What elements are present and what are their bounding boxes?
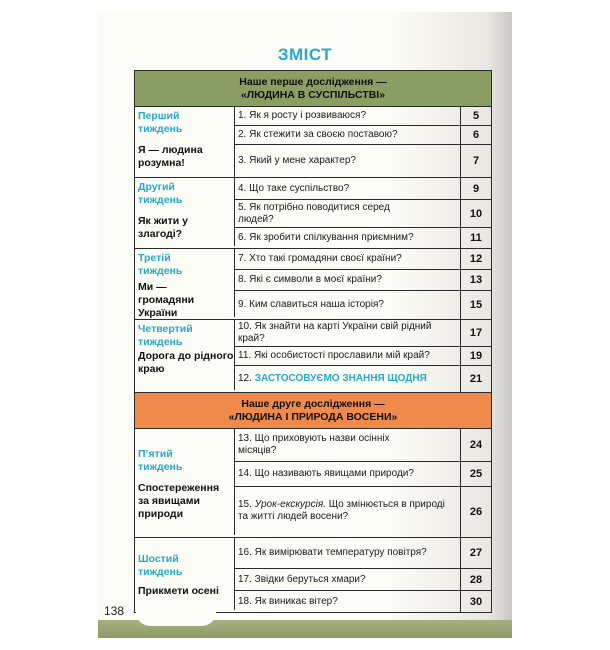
week-label bbox=[135, 320, 235, 390]
lesson-row bbox=[235, 145, 491, 177]
week-topic: Спостереження за явищами природи bbox=[138, 482, 220, 520]
lesson-row bbox=[235, 569, 491, 591]
week-label bbox=[135, 429, 235, 535]
page-title: ЗМІСТ bbox=[277, 45, 333, 64]
lesson-row bbox=[235, 200, 491, 228]
lesson-type: Урок-екскурсія. bbox=[254, 499, 326, 510]
section-header-title: «ЛЮДИНА В СУСПІЛЬСТВІ» bbox=[240, 88, 386, 101]
lesson-page: 27 bbox=[460, 538, 491, 568]
lesson-number: 15. bbox=[238, 499, 252, 510]
week-topic: Ми — громадяни України bbox=[138, 281, 195, 319]
week-name: П’ятий тиждень bbox=[138, 448, 183, 473]
lesson-page: 15 bbox=[460, 291, 491, 319]
lesson-page: 26 bbox=[460, 487, 491, 537]
section-header-line: Наше друге дослідження — bbox=[241, 397, 385, 410]
lesson-row bbox=[235, 126, 491, 145]
week-name: Третій тиждень bbox=[138, 252, 183, 277]
lesson-page: 28 bbox=[460, 569, 491, 590]
lesson-row bbox=[235, 462, 491, 487]
lesson-title-rest: Що змінюється в природі та житті людей восени? bbox=[238, 499, 445, 522]
lesson-list bbox=[235, 107, 491, 177]
week-label bbox=[135, 249, 235, 317]
lesson-title: 18. Як виникає вітер? bbox=[238, 595, 338, 607]
lesson-row bbox=[235, 107, 491, 126]
lesson-title: 8. Які є символи в моєї країни? bbox=[238, 274, 382, 285]
lesson-page: 17 bbox=[460, 320, 491, 346]
lesson-title: 4. Що таке суспільство? bbox=[238, 182, 350, 194]
lesson-title: 17. Звідки беруться хмари? bbox=[238, 573, 366, 585]
lesson-page: 10 bbox=[460, 200, 491, 227]
lesson-row bbox=[235, 291, 491, 319]
table-of-contents bbox=[134, 70, 492, 613]
lesson-title: 11. Які особистості прославили мій край? bbox=[238, 350, 430, 361]
highlight-lesson-title: ЗАСТОСОВУЄМО ЗНАННЯ ЩОДНЯ bbox=[254, 373, 427, 384]
week-block-4 bbox=[135, 320, 491, 393]
lesson-title: 6. Як зробити спілкування приємним? bbox=[238, 232, 414, 243]
week-block-1 bbox=[135, 107, 491, 178]
lesson-page: 13 bbox=[460, 270, 491, 290]
lesson-title: 2. Як стежити за своєю поставою? bbox=[238, 129, 398, 140]
lesson-page: 24 bbox=[460, 429, 491, 461]
lesson-row bbox=[235, 270, 491, 291]
lesson-page: 7 bbox=[460, 145, 491, 177]
lesson-row bbox=[235, 538, 491, 569]
section-header-line: Наше перше дослідження — bbox=[239, 75, 387, 88]
lesson-list bbox=[235, 178, 491, 248]
lesson-page: 11 bbox=[460, 228, 491, 248]
week-block-3 bbox=[135, 249, 491, 320]
lesson-page: 5 bbox=[460, 107, 491, 125]
lesson-title: 3. Який у мене характер? bbox=[238, 155, 356, 166]
week-topic: Я — людина розумна! bbox=[138, 144, 203, 169]
lesson-page: 30 bbox=[460, 591, 491, 612]
week-block-2 bbox=[135, 178, 491, 249]
week-label bbox=[135, 538, 235, 610]
lesson-page: 21 bbox=[460, 366, 491, 392]
lesson-title: 13. Що приховують назви осінніх місяців? bbox=[238, 433, 390, 456]
lesson-row bbox=[235, 178, 491, 200]
week-block-5 bbox=[135, 429, 491, 538]
lesson-title: 1. Як я росту і розвиваюся? bbox=[238, 110, 367, 121]
week-name: Перший тиждень bbox=[138, 110, 183, 135]
lesson-title bbox=[235, 366, 460, 392]
lesson-row bbox=[235, 249, 491, 270]
lesson-title: 7. Хто такі громадяни своєї країни? bbox=[238, 253, 402, 264]
lesson-page: 19 bbox=[460, 347, 491, 365]
week-name: Четвертий тиждень bbox=[138, 323, 193, 348]
lesson-row bbox=[235, 228, 491, 248]
footer-decoration bbox=[98, 620, 512, 638]
lesson-title: 14. Що називають явищами природи? bbox=[238, 468, 414, 479]
lesson-row bbox=[235, 347, 491, 366]
book-page bbox=[98, 12, 512, 638]
week-name: Другий тиждень bbox=[138, 181, 183, 206]
lesson-row bbox=[235, 591, 491, 612]
week-topic: Як жити у злагоді? bbox=[138, 215, 188, 240]
lesson-list bbox=[235, 538, 491, 612]
lesson-title: 10. Як знайти на карті України свій рідний край? bbox=[238, 321, 432, 344]
week-block-6 bbox=[135, 538, 491, 612]
week-topic: Прикмети осені bbox=[138, 585, 219, 597]
lesson-page: 6 bbox=[460, 126, 491, 144]
lesson-number: 12. bbox=[238, 373, 252, 384]
lesson-title bbox=[235, 487, 460, 537]
lesson-page: 25 bbox=[460, 462, 491, 486]
week-label bbox=[135, 107, 235, 177]
lesson-list bbox=[235, 249, 491, 319]
page-number: 138 bbox=[104, 604, 125, 618]
week-topic: Дорога до рідного краю bbox=[138, 350, 234, 375]
lesson-page: 12 bbox=[460, 249, 491, 269]
lesson-title: 16. Як вимірювати температуру повітря? bbox=[238, 547, 427, 558]
lesson-row bbox=[235, 487, 491, 537]
lesson-title: 9. Ким славиться наша історія? bbox=[238, 299, 384, 310]
lesson-row bbox=[235, 320, 491, 347]
lesson-row bbox=[235, 366, 491, 392]
lesson-row bbox=[235, 429, 491, 462]
section-header-2 bbox=[135, 393, 491, 429]
section-header-1 bbox=[135, 71, 491, 107]
section-header-title: «ЛЮДИНА І ПРИРОДА ВОСЕНИ» bbox=[228, 410, 398, 423]
week-label bbox=[135, 178, 235, 246]
lesson-list bbox=[235, 320, 491, 392]
lesson-title: 5. Як потрібно поводитися серед людей? bbox=[238, 201, 390, 225]
lesson-list bbox=[235, 429, 491, 537]
lesson-page: 9 bbox=[460, 178, 491, 199]
week-name: Шостий тиждень bbox=[138, 553, 183, 578]
